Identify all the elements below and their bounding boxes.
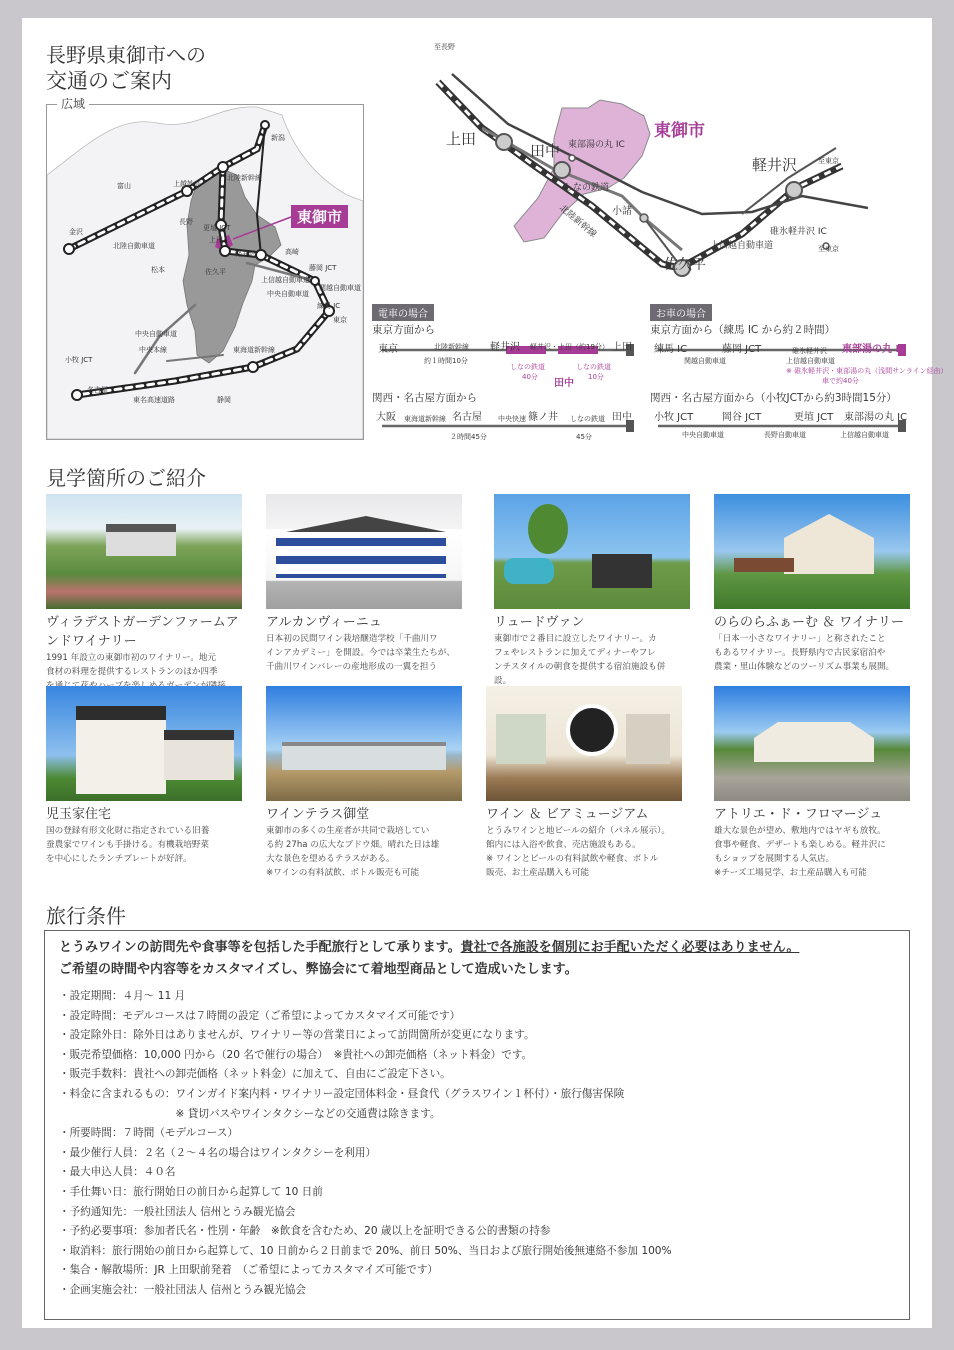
wide-takasaki: 高崎	[285, 248, 299, 256]
spot-desc: 東御市で２番目に設立したワイナリー。カ フェやレストランに加えてディナーやフレ ンチスタイルの朝食を提供する宿泊施設も併 設。	[494, 634, 666, 686]
spot-card	[714, 494, 910, 674]
train-shinano1: しなの鉄道	[510, 363, 545, 371]
wide-kanetsu: 関越自動車道	[319, 284, 361, 292]
wide-sakudaira: 佐久平	[205, 268, 226, 276]
train-tanaka2: 田中	[612, 412, 632, 423]
car-yunomaru: 東部湯の丸 IC	[842, 344, 907, 355]
condition-item: ・集合・解散場所：JR 上田駅前発着 （ご希望によってカスタマイズ可能です）	[59, 1264, 439, 1277]
local-to-nagano: 至長野	[434, 43, 455, 51]
train-seg-note: 軽井沢・上田（約19分）	[530, 343, 609, 351]
car-road-chuo: 中央自動車道	[682, 431, 724, 439]
car-usui: 碓氷軽井沢	[792, 347, 827, 355]
spot-desc: 東御市の多くの生産者が共同で栽培してい る約 27ha の広大なブドウ畑。晴れた日は雄 大な景色を望めるテラスがある。 ※ワインの有料試飲、ボトル販売も可能	[266, 826, 440, 878]
spot-photo	[486, 686, 682, 801]
condition-item: ・企画実施会社：一般社団法人 信州とうみ観光協会	[59, 1283, 307, 1296]
car-from-kansai: 関西・名古屋方面から（小牧JCTから約3時間15分）	[650, 392, 897, 404]
local-tanaka: 田中	[530, 142, 561, 160]
conditions-list	[59, 987, 672, 1301]
wide-chuo-mid: 中央自動車道	[267, 290, 309, 298]
train-osaka: 大阪	[376, 412, 396, 423]
car-nerima: 練馬 IC	[654, 344, 688, 355]
komoro-station-marker	[640, 214, 648, 222]
ueda-station-marker	[496, 134, 512, 150]
wide-toyama: 富山	[117, 182, 131, 190]
local-karuizawa: 軽井沢	[752, 156, 798, 174]
wide-kanazawa: 金沢	[69, 228, 83, 236]
condition-item: ・予約通知先：一般社団法人 信州とうみ観光協会	[59, 1205, 296, 1218]
train-line-tokaido: 東海道新幹線	[404, 415, 446, 423]
train-from-tokyo: 東京方面から	[372, 324, 435, 336]
access-title-line1: 長野県東御市への	[46, 43, 206, 67]
condition-item: ・料金に含まれるもの：ワインガイド案内料・ワイナリー設定団体料金・昼食代（グラスワイン１杯付）・旅行傷害保険	[59, 1087, 625, 1100]
conditions-lead	[59, 937, 799, 981]
spot-photo	[46, 494, 242, 609]
local-joshinetsu: 上信越自動車道	[710, 241, 774, 251]
lead2: ご希望の時間や内容等をカスタマイズし、弊協会にて着地型商品として造成いたします。	[59, 962, 578, 977]
spot-card	[486, 686, 682, 880]
spot-name: アトリエ・ド・フロマージュ	[714, 807, 883, 822]
wide-city-label: 東御市	[291, 205, 348, 228]
condition-item: ・設定期間：４月～ 11 月	[59, 990, 186, 1002]
car-road2: 上信越自動車道	[786, 357, 835, 365]
shinkansen-line	[438, 82, 842, 268]
condition-item: ・販売希望価格：10,000 円から（20 名で催行の場合） ※貴社への卸売価格（ネット料金）です。	[59, 1048, 533, 1061]
spot-photo	[494, 494, 690, 609]
train-shinano2-time: 10分	[588, 373, 604, 381]
condition-item: ・最大申込人員：４０名	[59, 1166, 176, 1179]
spot-photo	[714, 494, 910, 609]
car-road-joshinetsu: 上信越自動車道	[840, 431, 889, 439]
wide-ueda: 上田	[209, 236, 223, 244]
spot-desc: 国の登録有形文化財に指定されている旧養 蚕農家でワインも手掛ける。有機栽培野菜 を中心にしたランチプレートが好評。	[46, 826, 210, 864]
spot-name: ヴィラデストガーデンファームアンドワイナリー	[46, 615, 239, 649]
train-line1: 北陸新幹線	[434, 343, 469, 351]
wide-tokaido: 東海道新幹線	[233, 346, 275, 354]
car-road-nagano: 長野自動車道	[764, 431, 806, 439]
spot-desc: とうみワインと地ビールの紹介（パネル展示）。 館内には入浴や飲食、売店施設もある。 ※ ワインとビールの有料試飲や軽食、ボトル 販売、お土産品購入も可能	[486, 826, 670, 878]
train-shinonoi: 篠ノ井	[528, 412, 558, 423]
spot-desc: 雄大な景色が望め、敷地内ではヤギも放牧。 食事や軽食、デザートも楽しめる。軽井沢に もショップを展開する人気店。 ※チーズ工場見学、お土産品購入も可能	[714, 826, 886, 878]
spot-photo	[266, 494, 462, 609]
wide-joetsumyoko: 上越妙高	[173, 180, 201, 188]
train-ueda: 上田	[612, 342, 632, 353]
condition-item: ・予約必要事項：参加者氏名・性別・年齢 ※飲食を含むため、20 歳以上を証明できる公的書類の持参	[59, 1225, 551, 1238]
train-tokyo: 東京	[378, 344, 398, 355]
train-time-a: ２時間45分	[450, 433, 487, 441]
spot-card	[46, 494, 242, 693]
condition-item: ※ 貸切バスやワインタクシーなどの交通費は除きます。	[59, 1107, 441, 1120]
wide-joshinetsu: 上信越自動車道	[261, 276, 310, 284]
car-header: お車の場合	[650, 304, 712, 321]
train-tanaka: 田中	[554, 378, 574, 389]
train-karuizawa: 軽井沢	[490, 342, 520, 353]
spot-desc: 「日本一小さなワイナリー」と称されたこと もあるワイナリー。長野県内で古民家宿泊や 農業・里山体験などのツーリズム事業も展開。	[714, 634, 895, 672]
wide-tokyo: 東京	[333, 316, 347, 324]
local-sakudaira: 佐久平	[664, 257, 706, 273]
wide-nerima: 練馬 IC	[317, 302, 341, 310]
condition-item: ・取消料：旅行開始の前日から起算して、10 日前から２日前まで 20%、前日 50%、当日および旅行開始後無連絡不参加 100%	[59, 1244, 672, 1257]
train-header: 電車の場合	[372, 304, 434, 321]
condition-item: ・設定除外日：除外日はありませんが、ワイナリー等の営業日によって訪問箇所が変更になります。	[59, 1029, 535, 1042]
lead1-b: 貴社で各施設を個別にお手配いただく必要はありません。	[460, 940, 800, 955]
car-note1: ※ 碓氷軽井沢・東部湯の丸（浅間サンライン経由）	[786, 367, 948, 375]
car-koshoku: 更埴 JCT	[794, 412, 834, 423]
spot-desc: 日本初の民間ワイン栽培醸造学校「千曲川ワ インアカデミー」を開設。今では卒業生たちが、 千曲川ワインバレーの産地形成の一翼を担う	[266, 634, 455, 672]
train-line-shinano: しなの鉄道	[570, 415, 605, 423]
local-map	[412, 38, 882, 298]
condition-item: ・手仕舞い日：旅行開始日の前日から起算して 10 日前	[59, 1185, 323, 1198]
highway-line	[452, 74, 868, 214]
wide-area-label: 広域	[57, 95, 89, 112]
local-shinano-railway: しなの鉄道	[564, 183, 610, 193]
conditions-box	[44, 930, 910, 1320]
train-from-kansai: 関西・名古屋方面から	[372, 392, 477, 404]
wide-hokuriku-shinkansen: 北陸新幹線	[227, 174, 262, 182]
train-shinano2: しなの鉄道	[576, 363, 611, 371]
local-city-label: 東御市	[654, 121, 705, 141]
wide-nagano-jct: 更埴 JCT	[203, 224, 231, 232]
wide-karuizawa: 軽井沢	[235, 250, 256, 258]
local-hokuriku-shinkansen: 北陸新幹線	[557, 203, 598, 240]
spot-card	[714, 686, 910, 880]
spot-photo	[714, 686, 910, 801]
local-to-tokyo-rail: 至東京	[818, 157, 839, 165]
wide-chuo-line: 中央本線	[139, 346, 167, 354]
wide-area-map	[46, 97, 364, 440]
local-usui-ic: 碓氷軽井沢 IC	[770, 227, 827, 237]
wide-fujioka-jct: 藤岡 JCT	[309, 264, 337, 272]
wide-tomei: 東名高速道路	[133, 396, 175, 404]
spot-card	[266, 686, 462, 880]
spot-card	[46, 686, 242, 866]
car-okaya: 岡谷 JCT	[722, 412, 762, 423]
condition-item: ・所要時間：７時間（モデルコース）	[59, 1127, 239, 1140]
spots-title: 見学箇所のご紹介	[46, 466, 206, 490]
spot-photo	[266, 686, 462, 801]
spot-name: ワイン ＆ ビアミュージアム	[486, 807, 649, 822]
train-time-b: 45分	[576, 433, 592, 441]
yunomaru-ic-marker	[569, 155, 575, 161]
spot-card	[494, 494, 690, 688]
local-ueda: 上田	[446, 130, 477, 148]
karuizawa-station-marker	[786, 182, 802, 198]
wide-komaki-jct: 小牧 JCT	[65, 356, 93, 364]
car-road1: 関越自動車道	[684, 357, 726, 365]
car-from-tokyo: 東京方面から（練馬 IC から約２時間）	[650, 324, 836, 336]
spot-name: 児玉家住宅	[46, 807, 112, 822]
car-komaki: 小牧 JCT	[654, 412, 694, 423]
wide-hokuriku-road: 北陸自動車道	[113, 242, 155, 250]
spot-card	[266, 494, 462, 674]
lead1-a: とうみワインの訪問先や食事等を包括した手配旅行として承ります。	[59, 940, 461, 955]
train-line-chuo: 中央快速	[498, 415, 526, 423]
local-to-tokyo-road: 至東京	[818, 245, 839, 253]
wide-shizuoka: 静岡	[217, 396, 231, 404]
condition-item: ・最少催行人員：２名（２～４名の場合はワインタクシーを利用）	[59, 1146, 377, 1159]
car-note2: 車で約40分	[822, 377, 859, 385]
wide-niigata: 新潟	[271, 134, 285, 142]
wide-chuo-left: 中央自動車道	[135, 330, 177, 338]
conditions-title: 旅行条件	[46, 904, 126, 928]
condition-item: ・販売手数料：貴社への卸売価格（ネット料金）に加えて、自由にご設定下さい。	[59, 1068, 451, 1081]
wide-matsumoto: 松本	[151, 266, 165, 274]
local-komoro: 小諸	[612, 206, 632, 217]
spot-name: アルカンヴィーニュ	[266, 615, 382, 630]
train-time1: 約１時間10分	[424, 357, 468, 365]
spot-name: リュードヴァン	[494, 615, 585, 630]
tanaka-station-marker	[554, 162, 570, 178]
train-shinano1-time: 40分	[522, 373, 538, 381]
spot-photo	[46, 686, 242, 801]
access-title-line2: 交通のご案内	[46, 69, 172, 93]
condition-item: ・設定時間：モデルコースは７時間の設定（ご希望によってカスタマイズ可能です）	[59, 1009, 461, 1022]
local-yunomaru-ic: 東部湯の丸 IC	[568, 140, 625, 150]
spot-name: のらのらふぁーむ ＆ ワイナリー	[714, 615, 904, 630]
car-yunomaru2: 東部湯の丸 IC	[844, 412, 908, 423]
car-fujioka: 藤岡 JCT	[722, 344, 762, 355]
wide-nagano: 長野	[179, 218, 193, 226]
wide-nagoya: 名古屋	[87, 386, 108, 394]
spot-desc: 1991 年設立の東御市初のワイナリー。地元 食材の料理を提供するレストランのほか四季	[46, 653, 218, 677]
page	[22, 18, 948, 1328]
spot-name: ワインテラス御堂	[266, 807, 370, 822]
train-nagoya: 名古屋	[452, 412, 482, 423]
